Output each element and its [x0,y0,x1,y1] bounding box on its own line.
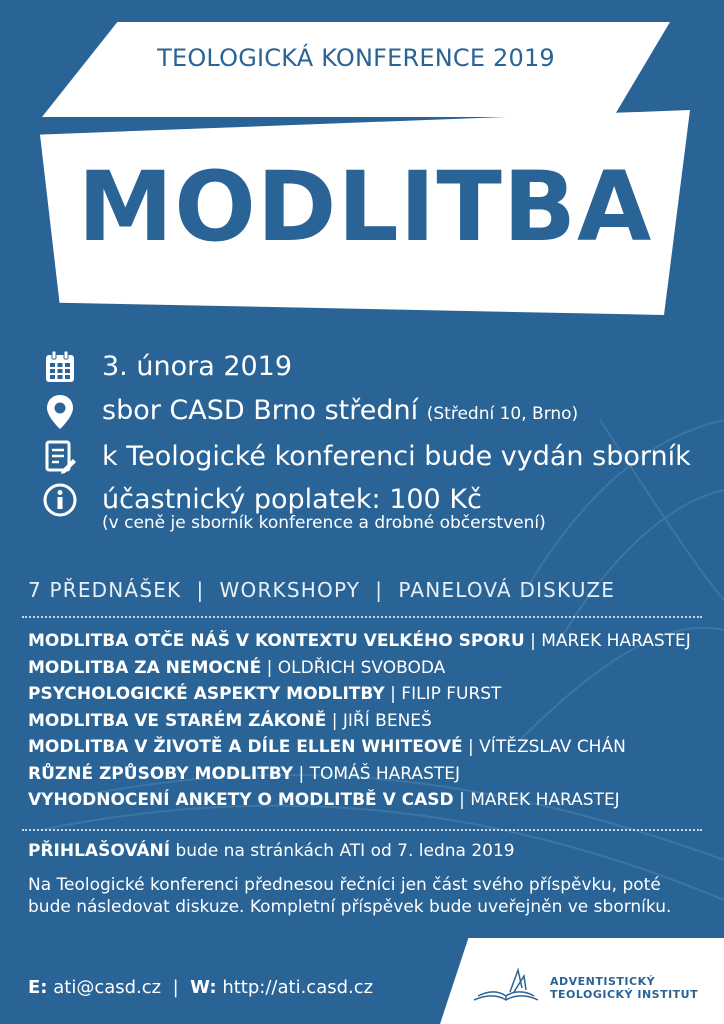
contact-divider: | [172,977,179,998]
talk-speaker: FILIP FURST [401,684,502,704]
event-date: 3. února 2019 [102,351,293,382]
registration-text: bude na stránkách ATI od 7. ledna 2019 [175,841,515,861]
participation-fee: účastnický poplatek: 100 Kč [102,484,482,515]
talk-speaker: JIŘÍ BENEŠ [342,710,432,731]
talk-title: VYHODNOCENÍ ANKETY O MODLITBĚ V CASD [28,790,454,810]
talk-item [28,761,691,788]
talk-item [28,708,691,735]
email-label: E: [28,977,48,998]
contact-line [28,977,373,998]
talk-speaker: TOMÁŠ HARASTEJ [309,763,460,784]
registration-info [28,841,515,861]
web-link[interactable]: http://ati.casd.cz [222,977,374,998]
talk-item [28,787,691,814]
document-edit-icon [40,437,80,477]
talk-speaker: MAREK HARASTEJ [541,631,691,651]
talk-speaker: OLDŘICH SVOBODA [277,657,446,678]
location-detail: (Střední 10, Brno) [426,403,579,424]
talk-separator: | [459,790,465,810]
talk-list [28,628,691,814]
talk-title: MODLITBA OTČE NÁŠ V KONTEXTU VELKÉHO SPORU [28,631,525,651]
talk-title: MODLITBA VE STARÉM ZÁKONĚ [28,710,327,731]
logo-line-1: ADVENTISTICKÝ [550,975,656,988]
conference-title: MODLITBA [77,151,653,263]
talk-title: PSYCHOLOGICKÉ ASPEKTY MODLITBY [28,684,385,704]
event-location [102,395,578,430]
calendar-icon [40,347,80,387]
info-date-row [40,347,292,387]
info-icon [40,480,80,520]
talk-title: MODLITBA V ŽIVOTĚ A DÍLE ELLEN WHITEOVÉ [28,737,463,757]
conference-note: Na Teologické konferenci přednesou řečníci jen část svého příspěvku, poté bude následovat diskuze. Kompletní příspěvek bude uveřejněn ve sborníku. [28,875,672,917]
talk-separator: | [390,684,396,704]
logo-line-2: TEOLOGICKÝ INSTITUT [550,988,699,1001]
talk-item [28,628,691,655]
open-book-logo-icon [470,962,542,1006]
institute-logo-text [550,975,698,1001]
conference-subtitle: TEOLOGICKÁ KONFERENCE 2019 [157,44,555,72]
dotted-divider-bottom [22,829,702,831]
talk-separator: | [331,710,338,731]
talk-separator: | [298,763,305,784]
proceedings-notice: k Teologické konferenci bude vydán sborník [102,441,691,472]
dotted-divider-top [22,616,702,618]
info-proceedings-row [40,437,691,477]
talk-separator: | [530,631,536,651]
talk-item [28,734,691,761]
web-label: W: [190,977,217,998]
fee-note: (v ceně je sborník konference a drobné občerstvení) [102,513,546,533]
email-link[interactable]: ati@casd.cz [53,977,162,998]
talk-title: RŮZNÉ ZPŮSOBY MODLITBY [28,763,294,784]
talk-speaker: VÍTĚZSLAV CHÁN [479,737,626,757]
talk-speaker: MAREK HARASTEJ [470,790,620,810]
location-main: sbor CASD Brno střední [102,394,419,426]
location-pin-icon [40,392,80,432]
program-categories: 7 PŘEDNÁŠEK | WORKSHOPY | PANELOVÁ DISKUZE [28,578,616,602]
info-location-row [40,392,578,432]
registration-label: PŘIHLAŠOVÁNÍ [28,841,171,861]
talk-item [28,655,691,682]
talk-title: MODLITBA ZA NEMOCNÉ [28,657,262,678]
talk-separator: | [468,737,474,757]
talk-separator: | [266,657,273,678]
talk-item [28,681,691,708]
